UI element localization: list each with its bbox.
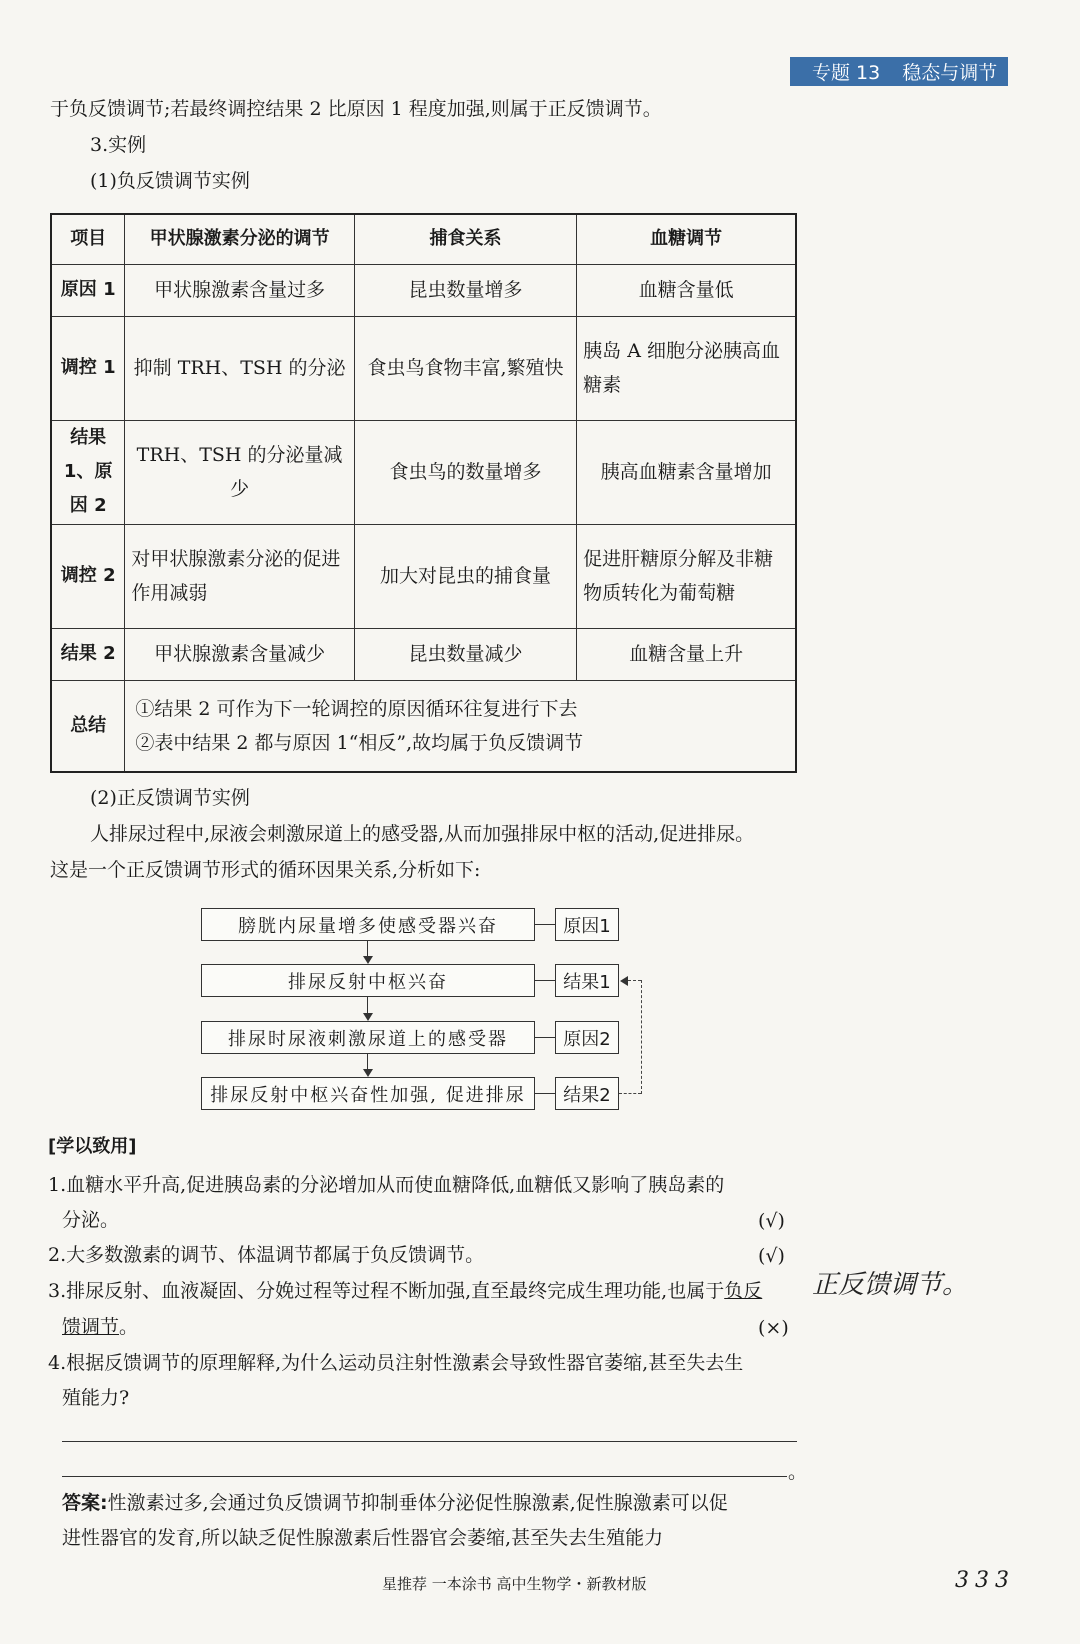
question-line: 殖能力? bbox=[62, 1387, 130, 1409]
topic-number: 专题 13 bbox=[812, 62, 881, 84]
arrow-shaft bbox=[367, 941, 368, 956]
connector-line bbox=[535, 1093, 555, 1094]
section-heading: 3.实例 bbox=[90, 134, 147, 156]
table-cell: TRH、TSH 的分泌量减少 bbox=[125, 420, 354, 524]
summary-label: 总结 bbox=[51, 680, 125, 772]
feedback-dashed-line bbox=[619, 1093, 641, 1094]
subsection-heading-negative: (1)负反馈调节实例 bbox=[90, 170, 250, 192]
down-arrow-icon bbox=[363, 1013, 373, 1021]
table-row bbox=[51, 628, 796, 680]
question-line: 分泌。 bbox=[62, 1209, 120, 1231]
underlined-text: 馈调节 bbox=[62, 1316, 120, 1338]
question-text: 。 bbox=[119, 1316, 139, 1338]
handwritten-note: 正反馈调节。 bbox=[812, 1270, 969, 1300]
down-arrow-icon bbox=[363, 1069, 373, 1077]
flow-label: 原因2 bbox=[555, 1021, 619, 1054]
table-cell: 甲状腺激素含量减少 bbox=[125, 628, 354, 680]
question-line bbox=[62, 1310, 138, 1344]
answer-blank-line bbox=[62, 1441, 797, 1442]
table-cell: 胰高血糖素含量增加 bbox=[577, 420, 796, 524]
table-cell: 加大对昆虫的捕食量 bbox=[354, 524, 576, 628]
paragraph-line: 人排尿过程中,尿液会刺激尿道上的感受器,从而加强排尿中枢的活动,促进排尿。 bbox=[90, 823, 755, 845]
row-label: 结果 2 bbox=[51, 628, 125, 680]
flow-box: 排尿反射中枢兴奋 bbox=[201, 964, 535, 997]
flow-box: 膀胱内尿量增多使感受器兴奋 bbox=[201, 908, 535, 941]
table-cell: 促进肝糖原分解及非糖物质转化为葡萄糖 bbox=[577, 524, 796, 628]
table-cell: 昆虫数量减少 bbox=[354, 628, 576, 680]
summary-cell bbox=[125, 680, 796, 772]
feedback-dashed-line bbox=[641, 980, 642, 1094]
topic-title: 稳态与调节 bbox=[902, 62, 998, 84]
practice-heading: [学以致用] bbox=[48, 1136, 137, 1157]
answer-label: 答案: bbox=[62, 1492, 108, 1514]
arrow-shaft bbox=[367, 997, 368, 1013]
end-mark: 。 bbox=[788, 1461, 808, 1483]
flow-box: 排尿时尿液刺激尿道上的感受器 bbox=[201, 1021, 535, 1054]
table-row bbox=[51, 524, 796, 628]
footer-text: 星推荐 一本涂书 高中生物学・新教材版 bbox=[382, 1575, 647, 1593]
flow-label: 原因1 bbox=[555, 908, 619, 941]
answer-line bbox=[62, 1486, 728, 1520]
flow-label: 结果2 bbox=[555, 1077, 619, 1110]
table-row bbox=[51, 316, 796, 420]
answer-line: 进性器官的发育,所以缺乏促性腺激素后性器官会萎缩,甚至失去生殖能力 bbox=[62, 1527, 664, 1549]
flow-label: 结果1 bbox=[555, 964, 619, 997]
negative-feedback-table bbox=[50, 213, 797, 773]
answer-blank-line bbox=[62, 1476, 787, 1477]
arrow-shaft bbox=[367, 1054, 368, 1069]
down-arrow-icon bbox=[363, 956, 373, 964]
subsection-heading-positive: (2)正反馈调节实例 bbox=[90, 787, 250, 809]
table-cell: 食虫鸟食物丰富,繁殖快 bbox=[354, 316, 576, 420]
row-label: 调控 2 bbox=[51, 524, 125, 628]
summary-line: ②表中结果 2 都与原因 1“相反”,故均属于负反馈调节 bbox=[135, 731, 584, 754]
table-cell: 对甲状腺激素分泌的促进作用减弱 bbox=[125, 524, 354, 628]
table-row bbox=[51, 420, 796, 524]
header-cell: 甲状腺激素分泌的调节 bbox=[125, 214, 354, 264]
paragraph-line: 这是一个正反馈调节形式的循环因果关系,分析如下: bbox=[50, 859, 481, 881]
table-cell: 抑制 TRH、TSH 的分泌 bbox=[125, 316, 354, 420]
question-line: 1.血糖水平升高,促进胰岛素的分泌增加从而使血糖降低,血糖低又影响了胰岛素的 bbox=[48, 1174, 725, 1196]
topic-header-tag bbox=[790, 57, 1008, 86]
summary-line: ①结果 2 可作为下一轮调控的原因循环往复进行下去 bbox=[135, 697, 578, 720]
row-label: 原因 1 bbox=[51, 264, 125, 316]
flow-box: 排尿反射中枢兴奋性加强, 促进排尿 bbox=[201, 1077, 535, 1110]
question-line: 2.大多数激素的调节、体温调节都属于负反馈调节。 bbox=[48, 1244, 485, 1266]
answer-text: 性激素过多,会通过负反馈调节抑制垂体分泌促性腺激素,促性腺激素可以促 bbox=[107, 1492, 728, 1514]
question-line bbox=[48, 1274, 762, 1308]
table-cell: 食虫鸟的数量增多 bbox=[354, 420, 576, 524]
underlined-text: 负反 bbox=[724, 1280, 763, 1302]
feedback-dashed-line bbox=[628, 980, 641, 981]
true-mark: (√) bbox=[758, 1210, 785, 1232]
table-cell: 昆虫数量增多 bbox=[354, 264, 576, 316]
question-text: 3.排尿反射、血液凝固、分娩过程等过程不断加强,直至最终完成生理功能,也属于 bbox=[48, 1280, 725, 1302]
connector-line bbox=[535, 924, 555, 925]
row-label: 结果 1、原因 2 bbox=[51, 420, 125, 524]
connector-line bbox=[535, 1037, 555, 1038]
question-line: 4.根据反馈调节的原理解释,为什么运动员注射性激素会导致性器官萎缩,甚至失去生 bbox=[48, 1352, 744, 1374]
table-cell: 血糖含量上升 bbox=[577, 628, 796, 680]
intro-line: 于负反馈调节;若最终调控结果 2 比原因 1 程度加强,则属于正反馈调节。 bbox=[50, 98, 662, 120]
header-cell: 血糖调节 bbox=[577, 214, 796, 264]
page-number: 333 bbox=[955, 1568, 1015, 1593]
table-cell: 甲状腺激素含量过多 bbox=[125, 264, 354, 316]
table-cell: 胰岛 A 细胞分泌胰高血糖素 bbox=[577, 316, 796, 420]
summary-row bbox=[51, 680, 796, 772]
table-header-row bbox=[51, 214, 796, 264]
header-cell: 捕食关系 bbox=[354, 214, 576, 264]
true-mark: (√) bbox=[758, 1245, 785, 1267]
row-label: 调控 1 bbox=[51, 316, 125, 420]
table-cell: 血糖含量低 bbox=[577, 264, 796, 316]
header-cell: 项目 bbox=[51, 214, 125, 264]
false-mark: (×) bbox=[758, 1317, 789, 1339]
left-arrow-icon bbox=[620, 976, 628, 986]
connector-line bbox=[535, 980, 555, 981]
table-row bbox=[51, 264, 796, 316]
